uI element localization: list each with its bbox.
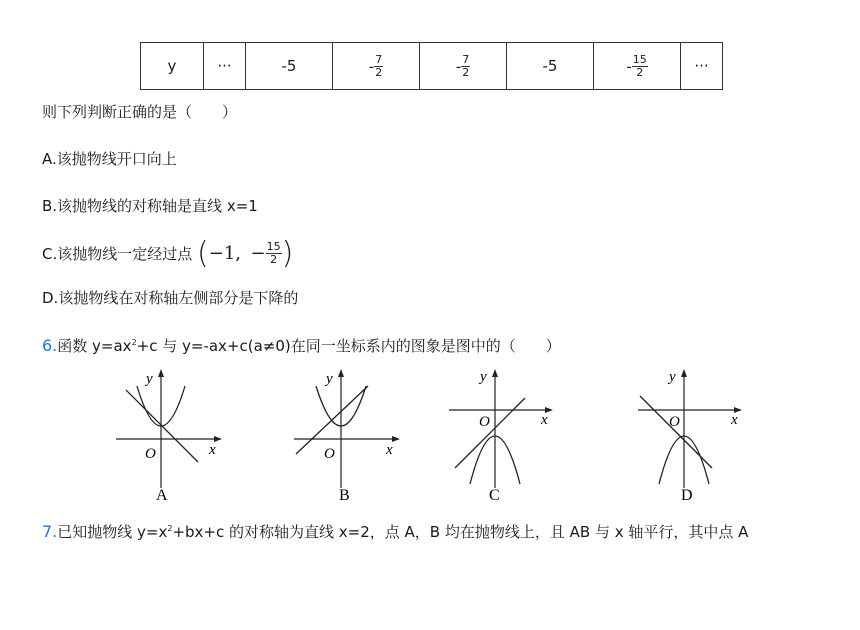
line [296, 386, 368, 454]
table-row-label: y [141, 43, 204, 90]
graph-b [288, 366, 408, 510]
fraction-numerator: 7 [375, 52, 383, 66]
table-cell: ··· [204, 43, 246, 90]
origin-label: O [669, 414, 680, 430]
y-arrow-icon [681, 369, 687, 377]
graph-label: D [681, 487, 693, 504]
fraction-denominator: 2 [375, 65, 383, 79]
cell-fraction [632, 54, 648, 79]
x-axis-label: x [209, 442, 216, 458]
graph-a [110, 366, 230, 510]
q7-superscript: 2 [167, 524, 173, 533]
point-sign: − [250, 243, 266, 264]
y-arrow-icon [158, 369, 164, 377]
q5-option-a: A.该抛物线开口向上 [42, 150, 177, 168]
table-cell: -5 [507, 43, 594, 90]
question-number: 6. [42, 336, 58, 355]
point-x: −1, [208, 243, 241, 264]
y-arrow-icon [338, 369, 344, 377]
origin-label: O [479, 414, 490, 430]
graph-c-svg [443, 366, 563, 506]
value-table [140, 42, 723, 90]
q7-stem [42, 521, 748, 542]
q7-text-1: 已知抛物线 y=x [57, 523, 168, 541]
y-axis-label: y [480, 369, 487, 385]
paren-left: ( [197, 236, 209, 271]
option-c-text: C.该抛物线一定经过点 [42, 245, 198, 263]
fraction-denominator: 2 [636, 65, 644, 79]
x-axis-label: x [731, 412, 738, 428]
q6-superscript: 2 [131, 338, 137, 347]
point-fraction [266, 241, 282, 266]
graph-c [443, 366, 563, 510]
fraction-numerator: 15 [632, 52, 647, 66]
y-axis-label: y [146, 371, 153, 387]
table-cell: -5 [246, 43, 333, 90]
line [640, 396, 712, 468]
q6-text-2: +c 与 y=-ax+c(a≠0)在同一坐标系内的图象是图中的（ ） [136, 337, 561, 355]
y-axis-label: y [326, 371, 333, 387]
graph-label: B [339, 487, 350, 504]
fraction-numerator: 15 [266, 240, 281, 253]
cell-fraction [461, 54, 470, 79]
origin-label: O [324, 446, 335, 462]
table-cell [333, 43, 420, 90]
q5-option-b: B.该抛物线的对称轴是直线 x=1 [42, 197, 258, 215]
question-number: 7. [42, 522, 58, 541]
cell-sign: - [455, 57, 462, 75]
y-axis-label: y [669, 369, 676, 385]
fraction-denominator: 2 [462, 65, 470, 79]
q5-option-c [42, 236, 293, 271]
origin-label: O [145, 446, 156, 462]
q6-text-1: 函数 y=ax [57, 337, 132, 355]
cell-sign: - [626, 57, 632, 75]
graph-label: A [156, 487, 168, 504]
q6-stem [42, 335, 561, 356]
q7-text-2: +bx+c 的对称轴为直线 x=2，点 A，B 均在抛物线上，且 AB 与 x 轴平行，其中点 A [172, 523, 749, 541]
line [455, 398, 525, 468]
paren-right: ) [281, 236, 294, 271]
table-cell: ··· [681, 43, 723, 90]
table-row [141, 43, 723, 90]
fraction-denominator: 2 [270, 253, 278, 266]
graph-label: C [489, 487, 500, 504]
cell-fraction [374, 54, 383, 79]
x-axis-label: x [386, 442, 393, 458]
table-cell [594, 43, 681, 90]
x-axis-label: x [541, 412, 548, 428]
graph-b-svg [288, 366, 408, 506]
graph-a-svg [110, 366, 230, 506]
y-arrow-icon [492, 369, 498, 377]
q5-option-d: D.该抛物线在对称轴左侧部分是下降的 [42, 289, 299, 307]
graph-d [632, 366, 752, 510]
line [126, 390, 198, 462]
x-arrow-icon [392, 436, 400, 442]
graph-d-svg [632, 366, 752, 506]
table-cell [420, 43, 507, 90]
cell-sign: - [368, 57, 375, 75]
q5-prompt: 则下列判断正确的是（ ） [42, 103, 238, 121]
fraction-numerator: 7 [462, 52, 470, 66]
